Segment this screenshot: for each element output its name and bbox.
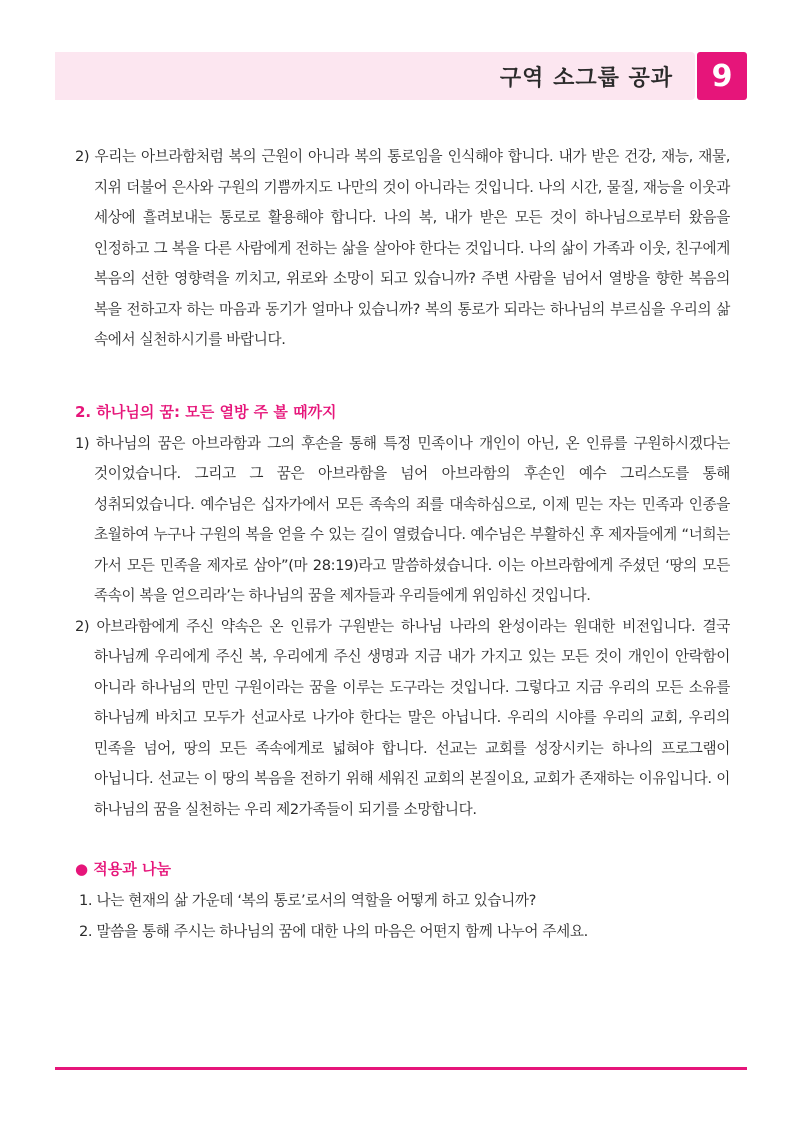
- footer-divider: [55, 1067, 747, 1070]
- application-heading: ● 적용과 나눔: [75, 860, 171, 878]
- document-body: [75, 142, 730, 947]
- intro-paragraph: 2) 우리는 아브라함처럼 복의 근원이 아니라 복의 통로임을 인식해야 합니다. 내가 받은 건강, 재능, 재물, 지위 더불어 은사와 구원의 기쁨까지도 나만의 것이 아니라는 것입니다. 나의 시간, 물질, 재능을 이웃과 세상에 흘려보내는 통로로 활용해야 합니다. 나의 복, 내가 받은 모든 것이 하나님으로부터 왔음을 인정하고 그 복을 다른 사람에게 전하는 삶을 살아야 한다는 것입니다. 나의 삶이 가족과 이웃, 친구에게 복음의 선한 영향력을 끼치고, 위로와 소망이 되고 있습니까? 주변 사람을 넘어서 열방을 향한 복음의 복을 전하고자 하는 마음과 동기가 얼마나 있습니까? 복의 통로가 되라는 하나님의 부르심을 우리의 삶 속에서 실천하시기를 바랍니다.: [75, 148, 730, 348]
- section-heading: 2. 하나님의 꿈: 모든 열방 주 볼 때까지: [75, 402, 337, 421]
- section-paragraph-2: 2) 아브라함에게 주신 약속은 온 인류가 구원받는 하나님 나라의 완성이라는 원대한 비전입니다. 결국 하나님께 우리에게 주신 복, 우리에게 주신 생명과 지금 내가 가지고 있는 모든 것이 개인이 안락함이 아니라 하나님의 만민 구원이라는 꿈을 이루는 도구라는 것입니다. 그렇다고 지금 우리의 모든 소유를 하나님께 바치고 모두가 선교사로 나가야 한다는 말은 아닙니다. 우리의 시야를 우리의 교회, 우리의 민족을 넘어, 땅의 모든 족속에게로 넓혀야 합니다. 선교는 교회를 성장시키는 하나의 프로그램이 아닙니다. 선교는 이 땅의 복음을 전하기 위해 세워진 교회의 본질이요, 교회가 존재하는 이유입니다. 이 하나님의 꿈을 실천하는 우리 제2가족들이 되기를 소망합니다.: [75, 617, 730, 818]
- page-header-title: 구역 소그룹 공과: [499, 66, 673, 91]
- header-bar: [55, 52, 695, 100]
- question-item-1: 1. 나는 현재의 삶 가운데 ‘복의 통로’로서의 역할을 어떻게 하고 있습니까?: [79, 892, 537, 909]
- section-paragraph-1: 1) 하나님의 꿈은 아브라함과 그의 후손을 통해 특정 민족이나 개인이 아닌, 온 인류를 구원하시겠다는 것이었습니다. 그리고 그 꿈은 아브라함을 넘어 아브라함의 후손인 예수 그리스도를 통해 성취되었습니다. 예수님은 십자가에서 모든 족속의 죄를 대속하심으로, 이제 믿는 자는 민족과 인종을 초월하여 누구나 구원의 복을 얻을 수 있는 길이 열렸습니다. 예수님은 부활하신 후 제자들에게 “너희는 가서 모든 민족을 제자로 삼아”(마 28:19)라고 말씀하셨습니다. 이는 아브라함에게 주셨던 ‘땅의 모든 족속이 복을 얻으리라’는 하나님의 꿈을 제자들과 우리들에게 위임하신 것입니다.: [75, 434, 730, 604]
- question-item-2: 2. 말씀을 통해 주시는 하나님의 꿈에 대한 나의 마음은 어떤지 함께 나누어 주세요.: [79, 923, 588, 940]
- lesson-number-badge: 9: [697, 52, 747, 100]
